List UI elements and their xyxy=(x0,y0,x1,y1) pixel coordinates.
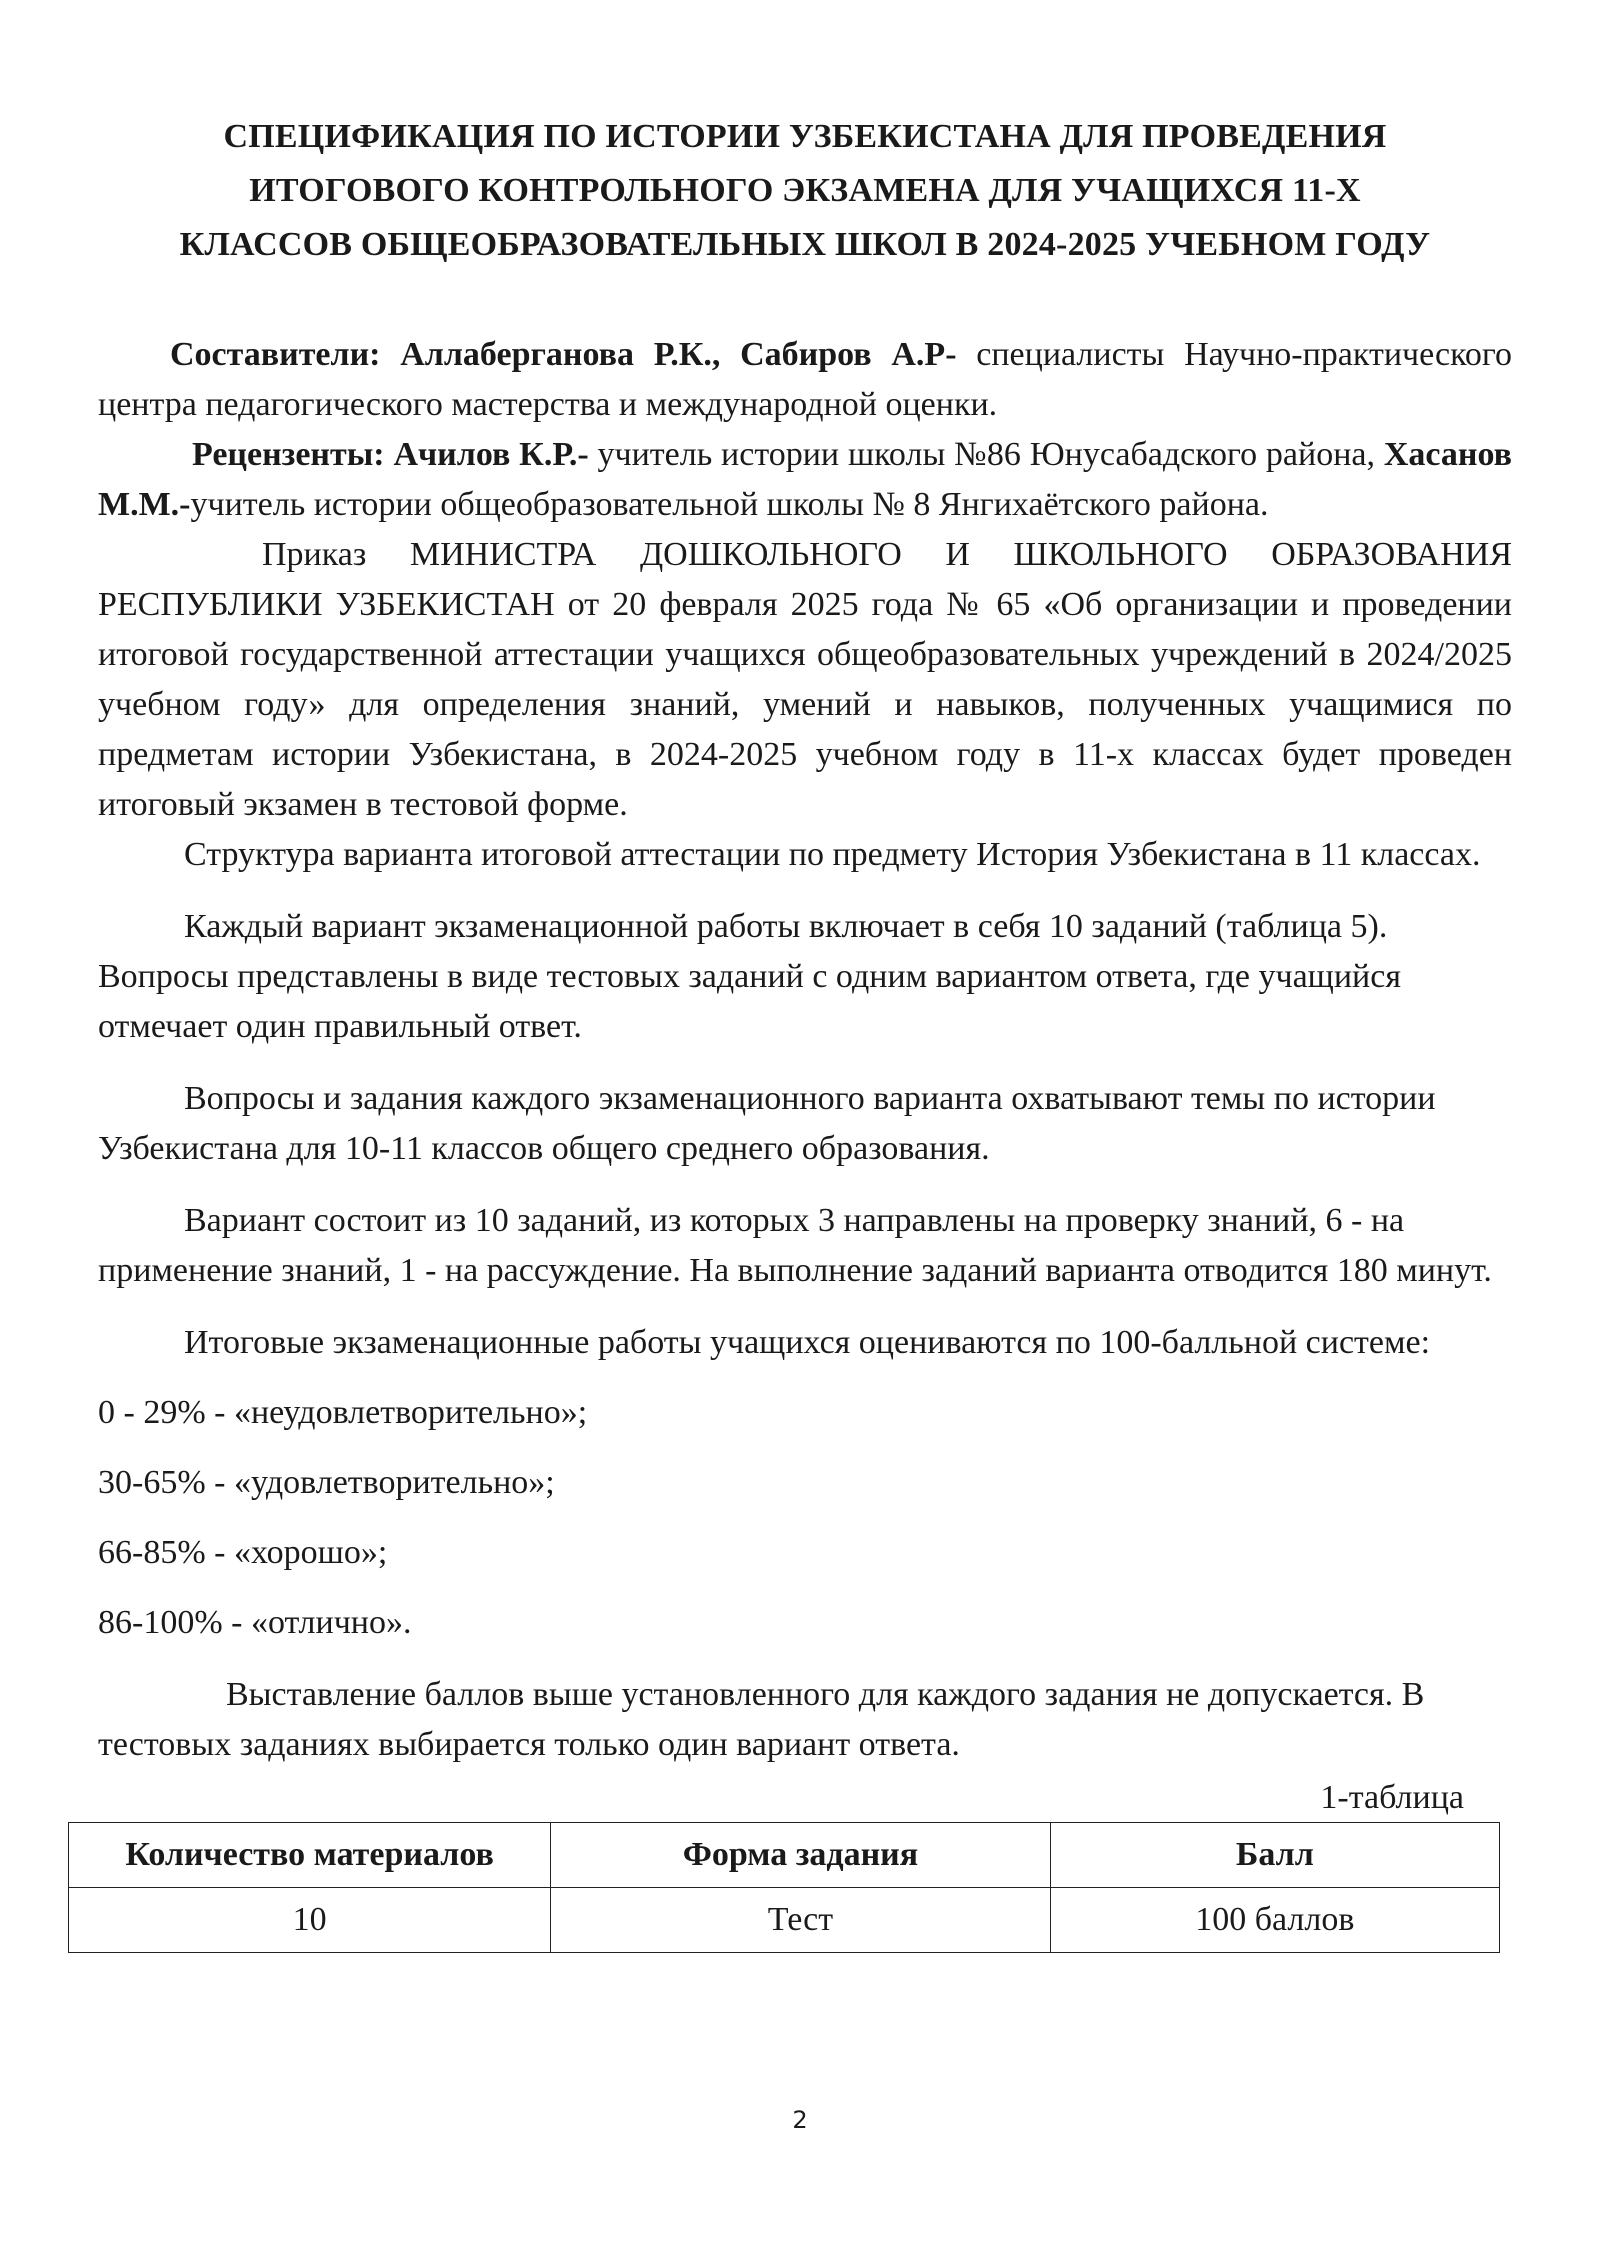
cell-score: 100 баллов xyxy=(1050,1888,1499,1953)
grading-paragraph: Итоговые экзаменационные работы учащихся оцениваются по 100-балльной системе: xyxy=(184,1324,1431,1361)
table-header-row xyxy=(69,1823,1500,1888)
scoring-paragraph: Выставление баллов выше установленного для каждого задания не допускается. В тестовых заданиях выбирается только один вариант ответа. xyxy=(98,1676,1425,1763)
page-number: 2 xyxy=(792,2106,808,2134)
reviewer-1-text: учитель истории школы №86 Юнусабадского района, xyxy=(597,436,1376,473)
grade-list xyxy=(98,1388,1512,1648)
cell-task-form: Тест xyxy=(551,1888,1050,1953)
title-line-2: ИТОГОВОГО КОНТРОЛЬНОГО ЭКЗАМЕНА ДЛЯ УЧАЩИХСЯ 11-Х xyxy=(249,172,1361,209)
grade-item: 86-100% - «отлично». xyxy=(98,1604,412,1641)
document-title xyxy=(98,110,1512,272)
authors-label: Составители: xyxy=(170,336,381,373)
cell-materials-count: 10 xyxy=(69,1888,551,1953)
authors-text: специалисты Научно-практического центра педагогического мастерства и международной оценки. xyxy=(98,336,1513,423)
header-score: Балл xyxy=(1050,1823,1499,1888)
spec-table xyxy=(68,1822,1500,1953)
order-paragraph: Приказ МИНИСТРА ДОШКОЛЬНОГО И ШКОЛЬНОГО ОБРАЗОВАНИЯ РЕСПУБЛИКИ УЗБЕКИСТАН от 20 февраля 2025 года № 65 «Об организации и проведении итоговой государственной аттестации учащихся общеобразовательных учреждений в 2024/2025 учебном году» для определения знаний, умений и навыков, полученных учащимися по предметам истории Узбекистана, в 2024-2025 учебном году в 11-х классах будет проведен итоговый экзамен в тестовой форме. xyxy=(98,536,1512,823)
table-row xyxy=(69,1888,1500,1953)
topics-paragraph: Вопросы и задания каждого экзаменационного варианта охватывают темы по истории Узбекистана для 10-11 классов общего среднего образования. xyxy=(98,1080,1436,1167)
authors-paragraph xyxy=(98,330,1512,430)
reviewer-1-name: Ачилов К.Р.- xyxy=(393,436,589,473)
grade-item: 30-65% - «удовлетворительно»; xyxy=(98,1464,555,1501)
reviewers-label: Рецензенты: xyxy=(192,436,385,473)
reviewer-2-name: Хасанов М.М.- xyxy=(98,436,1513,523)
table-caption: 1-таблица xyxy=(1320,1779,1464,1816)
tasks-paragraph: Вариант состоит из 10 заданий, из которых 3 направлены на проверку знаний, 6 - на применение знаний, 1 - на рассуждение. На выполнение заданий варианта отводится 180 минут. xyxy=(98,1202,1492,1289)
grade-item: 66-85% - «хорошо»; xyxy=(98,1534,388,1571)
variant-paragraph: Каждый вариант экзаменационной работы включает в себя 10 заданий (таблица 5). Вопросы представлены в виде тестовых заданий с одним вариантом ответа, где учащийся отмечает один правильный ответ. xyxy=(98,908,1401,1045)
document-page xyxy=(98,110,1512,1953)
header-materials-count: Количество материалов xyxy=(69,1823,551,1888)
title-line-1: СПЕЦИФИКАЦИЯ ПО ИСТОРИИ УЗБЕКИСТАНА ДЛЯ ПРОВЕДЕНИЯ xyxy=(223,118,1387,155)
grade-item: 0 - 29% - «неудовлетворительно»; xyxy=(98,1394,588,1431)
title-line-3: КЛАССОВ ОБЩЕОБРАЗОВАТЕЛЬНЫХ ШКОЛ В 2024-2025 УЧЕБНОМ ГОДУ xyxy=(179,226,1431,263)
header-task-form: Форма задания xyxy=(551,1823,1050,1888)
structure-paragraph: Структура варианта итоговой аттестации по предмету История Узбекистана в 11 классах. xyxy=(184,836,1481,873)
reviewer-2-text: учитель истории общеобразовательной школы № 8 Янгихаётского района. xyxy=(190,486,1269,523)
authors-names: Аллаберганова Р.К., Сабиров А.Р- xyxy=(400,336,957,373)
reviewers-paragraph xyxy=(98,430,1512,530)
